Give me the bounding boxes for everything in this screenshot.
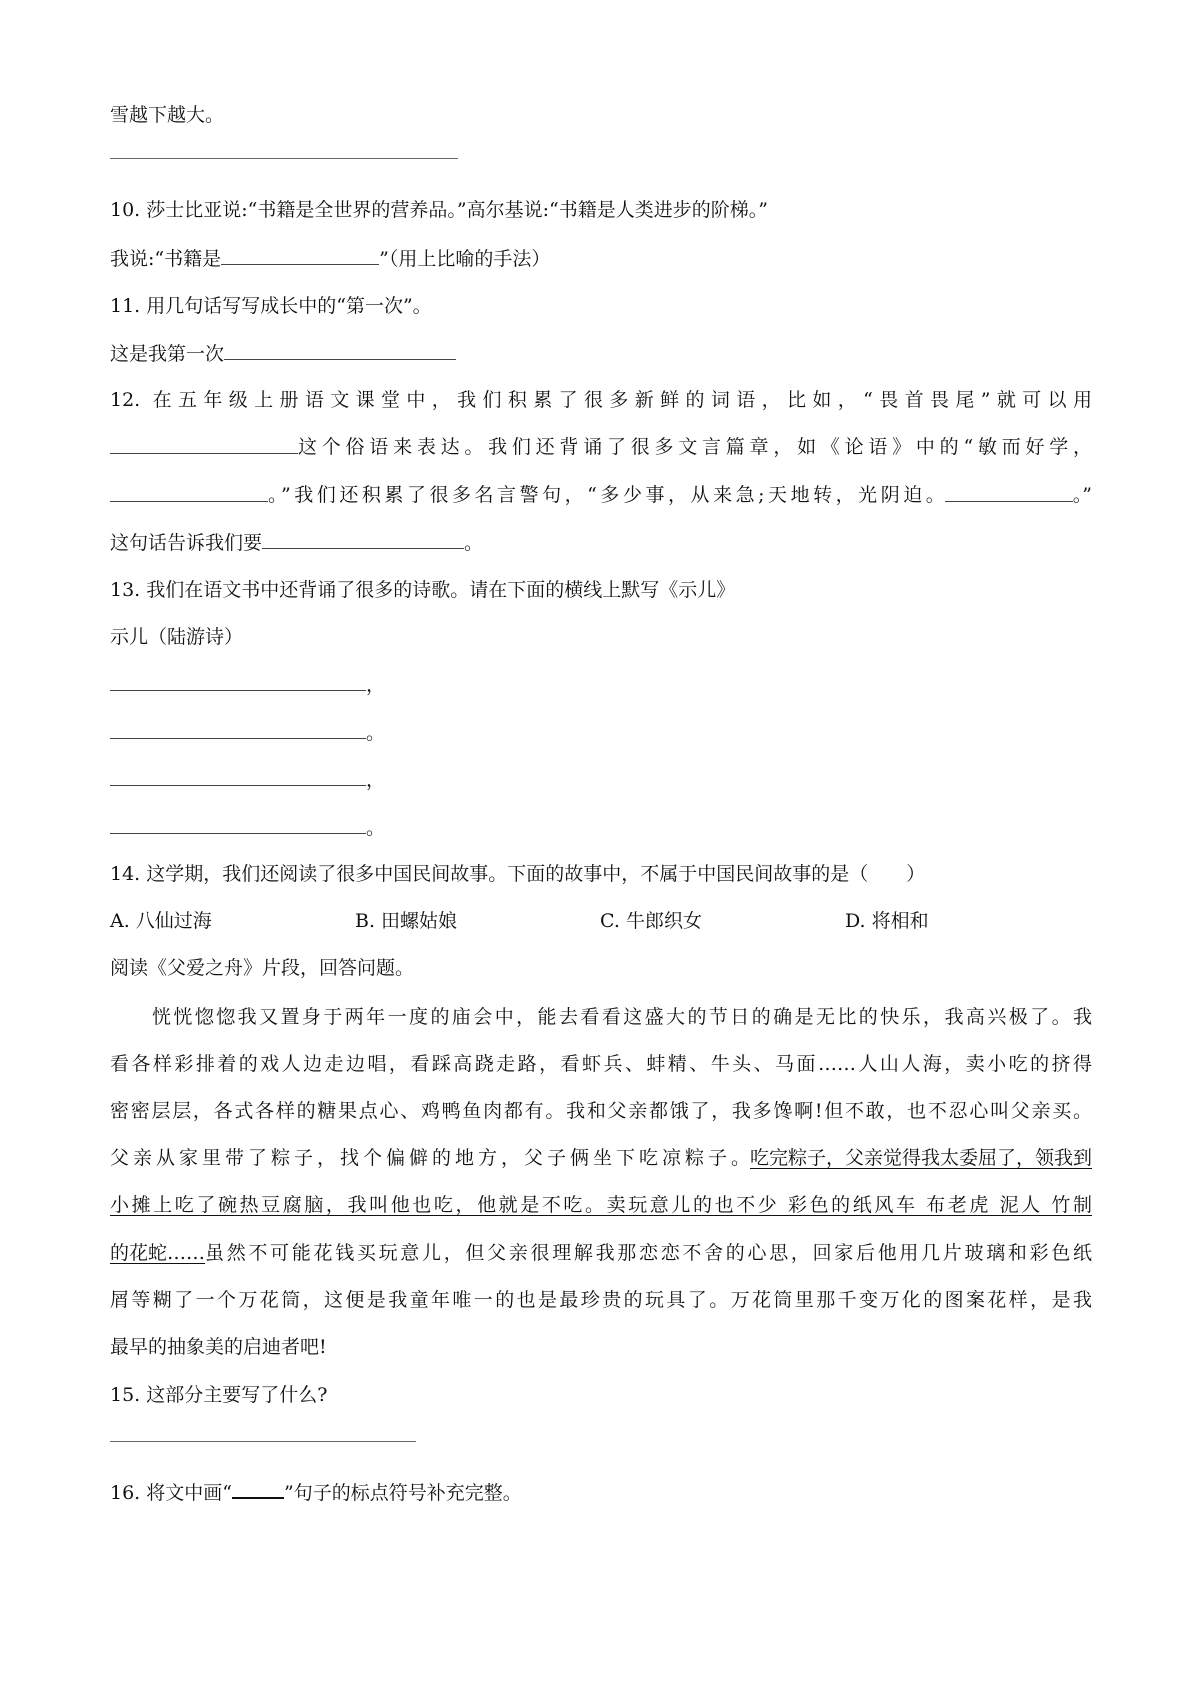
punctuation: ， [366,769,386,791]
underlined-sentence: 小摊上吃了碗热豆腐脑，我叫他也吃，他就是不吃。卖玩意儿的也不少 彩色的纸风车 布老虎 泥人 竹制 [110,1194,1092,1216]
poem-line-1 [110,671,385,698]
question-12-text: 这句话告诉我们要 [110,532,263,554]
fill-blank[interactable] [224,340,456,360]
fill-blank[interactable] [110,434,298,454]
answer-line[interactable] [110,158,458,159]
prompt-text: 这是我第一次 [110,343,225,365]
passage-text: 父亲从家里带了粽子，找个偏僻的地方，父子俩坐下吃凉粽子。 [110,1147,750,1169]
poem-title: 示儿（陆游诗） [110,626,244,648]
question-16-text: ”句子的标点符号补充完整。 [283,1482,522,1504]
option-d[interactable]: D. 将相和 [845,910,929,932]
fill-blank[interactable] [110,766,366,786]
prompt-suffix: ”（用上比喻的手法） [379,248,551,270]
punctuation: 。 [366,817,386,839]
question-14: 14. 这学期，我们还阅读了很多中国民间故事。下面的故事中，不属于中国民间故事的是（ ） [110,863,926,885]
question-12-line1: 12. 在五年级上册语文课堂中，我们积累了很多新鲜的词语，比如，“畏首畏尾”就可以用 [110,389,1092,411]
question-15: 15. 这部分主要写了什么? [110,1384,328,1406]
fill-blank[interactable] [221,245,379,265]
underline-sample [232,1481,284,1499]
passage-line: 密密层层，各式各样的糖果点心、鸡鸭鱼肉都有。我和父亲都饿了，我多馋啊!但不敢，也不忍心叫父亲买。 [110,1100,1092,1122]
passage-line: 看各样彩排着的戏人边走边唱，看踩高跷走路，看虾兵、蚌精、牛头、马面……人山人海，卖小吃的挤得 [110,1053,1092,1075]
underlined-sentence: 的花蛇…… [110,1242,206,1264]
question-12-text: 。” [1072,484,1092,506]
question-11-answer [110,340,456,367]
question-10: 10. 莎士比亚说:“书籍是全世界的营养品。”高尔基说:“书籍是人类进步的阶梯。” [110,199,768,221]
fill-blank[interactable] [945,482,1073,502]
answer-text: 雪越下越大。 [110,104,225,126]
question-13: 13. 我们在语文书中还背诵了很多的诗歌。请在下面的横线上默写《示儿》 [110,579,736,601]
poem-line-3 [110,766,385,793]
passage-line [110,1240,1092,1266]
question-12-line2 [110,434,1092,460]
poem-line-2 [110,719,385,746]
question-11: 11. 用几句话写写成长中的“第一次”。 [110,295,432,317]
passage-text: 虽然不可能花钱买玩意儿，但父亲很理解我那恋恋不舍的心思，回家后他用几片玻璃和彩色纸 [205,1242,1092,1264]
question-12-text: 。 [464,532,484,554]
passage-line [110,1145,1092,1171]
fill-blank[interactable] [110,671,366,691]
punctuation: ， [366,674,386,696]
punctuation: 。 [366,722,386,744]
option-a[interactable]: A. 八仙过海 [110,910,212,932]
passage-line: 恍恍惚惚我又置身于两年一度的庙会中，能去看看这盛大的节日的确是无比的快乐，我高兴极了。我 [152,1006,1092,1028]
question-12-line4 [110,529,483,556]
option-b[interactable]: B. 田螺姑娘 [355,910,458,932]
fill-blank[interactable] [110,814,366,834]
question-12-line3 [110,482,1092,508]
option-c[interactable]: C. 牛郎织女 [600,910,702,932]
question-16 [110,1480,522,1506]
fill-blank[interactable] [110,482,268,502]
question-10-answer [110,245,550,272]
question-12-text: 。”我们还积累了很多名言警句，“多少事，从来急;天地转，光阴迫。 [268,484,945,506]
passage-line: 最早的抽象美的启迪者吧! [110,1336,327,1358]
passage-line: 屑等糊了一个万花筒，这便是我童年唯一的也是最珍贵的玩具了。万花筒里那千变万化的图案花样，是我 [110,1289,1092,1311]
answer-line[interactable] [110,1441,416,1442]
fill-blank[interactable] [110,719,366,739]
underlined-sentence: 吃完粽子，父亲觉得我太委屈了，领我到 [749,1147,1092,1169]
prompt-text: 我说:“书籍是 [110,248,222,270]
fill-blank[interactable] [262,529,464,549]
question-12-text: 这个俗语来表达。我们还背诵了很多文言篇章，如《论语》中的“敏而好学， [298,436,1092,458]
reading-intro: 阅读《父爱之舟》片段，回答问题。 [110,957,415,979]
poem-line-4 [110,814,385,841]
question-16-text: 16. 将文中画“ [110,1482,232,1504]
